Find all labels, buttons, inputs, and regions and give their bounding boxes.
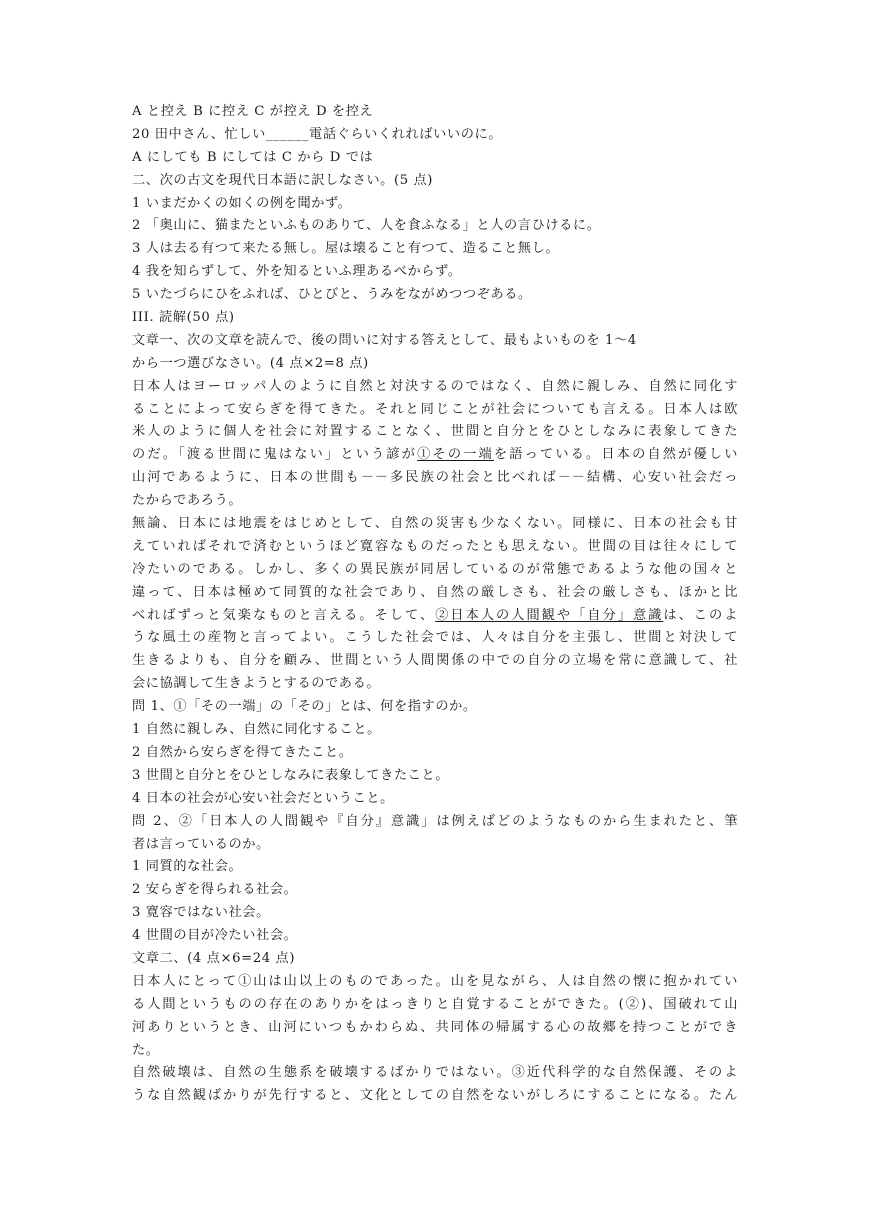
text-line bbox=[132, 444, 738, 467]
text-segment: べればずっと気楽なものと言える。そして、 bbox=[132, 607, 436, 623]
text-line: うな自然観ばかりが先行すると、文化としての自然をないがしろにすることになる。たん bbox=[132, 1088, 738, 1104]
text-line: 1 いまだかくの如くの例を聞かず。 bbox=[132, 195, 352, 211]
text-line bbox=[132, 605, 738, 628]
text-line: 日本人はヨーロッパ人のように自然と対決するのではなく、自然に親しみ、自然に同化す bbox=[132, 378, 738, 394]
text-line: 問 2、②「日本人の人間観や『自分』意識」は例えばどのようなものから生まれたと、筆 bbox=[132, 813, 738, 829]
text-line: 5 いたづらにひをふれば、ひとびと、うみをながめつつぞある。 bbox=[132, 287, 532, 303]
text-line: 生きるよりも、自分を顧み、世間という人間関係の中での自分の立場を常に意識して、社 bbox=[132, 653, 738, 669]
text-line: から一つ選びなさい。(4 点×2=8 点) bbox=[132, 355, 369, 371]
text-line: 自然破壊は、自然の生態系を破壊するばかりではない。③近代科学的な自然保護、そのよ bbox=[132, 1065, 738, 1081]
text-line: 問 1、①「その一端」の「その」とは、何を指すのか。 bbox=[132, 699, 477, 715]
text-line: 4 日本の社会が心安い社会だということ。 bbox=[132, 790, 394, 806]
text-line: 文章二、(4 点×6=24 点) bbox=[132, 950, 296, 966]
text-line: 会に協調して生きようとするのである。 bbox=[132, 676, 381, 692]
text-segment: を語っている。日本の自然が優しい bbox=[493, 447, 738, 463]
text-line: 20 田中さん、忙しい______電話ぐらいくれればいいのに。 bbox=[132, 126, 503, 142]
text-line: えていればそれで済むというほど寛容なものだったとも思えない。世間の目は往々にして bbox=[132, 538, 738, 554]
text-line: た。 bbox=[132, 1042, 160, 1058]
text-line: 4 世間の目が冷たい社会。 bbox=[132, 928, 298, 944]
text-line: III. 読解(50 点) bbox=[132, 310, 235, 326]
underlined-text: ①その一端 bbox=[417, 447, 494, 463]
text-line: 3 人は去る有つて来たる無し。屋は壊ること有つて、造ること無し。 bbox=[132, 241, 560, 257]
text-line: 2 自然から安らぎを得てきたこと。 bbox=[132, 744, 353, 760]
text-line: 無論、日本には地震をはじめとして、自然の災害も少なくない。同様に、日本の社会も甘 bbox=[132, 516, 738, 532]
text-segment: は、このよ bbox=[663, 607, 738, 623]
text-line: 1 自然に親しみ、自然に同化すること。 bbox=[132, 722, 381, 738]
text-line: 違って、日本は極めて同質的な社会であり、自然の厳しさも、社会の厳しさも、ほかと比 bbox=[132, 584, 738, 600]
text-line: たからであろう。 bbox=[132, 493, 243, 509]
text-line: 日本人にとって①山は山以上のものであった。山を見ながら、人は自然の懐に抱かれてい bbox=[132, 973, 738, 989]
text-segment: のだ。「渡る世間に鬼はない」という諺が bbox=[132, 447, 418, 463]
text-line: 3 世間と自分とをひとしなみに表象してきたこと。 bbox=[132, 767, 450, 783]
text-line: A と控え B に控え C が控え D を控え bbox=[132, 104, 374, 119]
text-line: 文章一、次の文章を読んで、後の問いに対する答えとして、最もよいものを 1～4 bbox=[132, 332, 637, 348]
underlined-text: ②日本人の人間観や「自分」意識 bbox=[435, 607, 664, 623]
text-line: 山河であるように、日本の世間も－－多民族の社会と比べれば－－結構、心安い社会だっ bbox=[132, 470, 738, 486]
text-line: 2 安らぎを得られる社会。 bbox=[132, 882, 298, 898]
text-line: うな風土の産物と言ってよい。こうした社会では、人々は自分を主張し、世間と対決して bbox=[132, 630, 738, 646]
text-line: 者は言っているのか。 bbox=[132, 836, 270, 852]
text-line: 二、次の古文を現代日本語に訳しなさい。(5 点) bbox=[132, 172, 434, 188]
text-line: 3 寛容ではない社会。 bbox=[132, 905, 270, 921]
text-line: 1 同質的な社会。 bbox=[132, 859, 243, 875]
text-line: 4 我を知らずして、外を知るといふ理あるべからず。 bbox=[132, 264, 462, 280]
document-page bbox=[132, 101, 738, 1108]
text-line: ることによって安らぎを得てきた。それと同じことが社会についても言える。日本人は欧 bbox=[132, 401, 738, 417]
text-line: 河ありというとき、山河にいつもかわらぬ、共同体の帰属する心の故郷を持つことができ bbox=[132, 1019, 738, 1035]
text-line: 冷たいのである。しかし、多くの異民族が同居しているのが常態であるような他の国々と bbox=[132, 561, 738, 577]
text-line: る人間というものの存在のありかをはっきりと自覚することができた。(②)、国破れて山 bbox=[132, 996, 738, 1012]
text-line: A にしても B にしては C から D では bbox=[132, 149, 374, 165]
text-line: 米人のように個人を社会に対置することなく、世間と自分とをひとしなみに表象してきた bbox=[132, 424, 738, 440]
text-line: 2 「奥山に、猫またといふものありて、人を食ふなる」と人の言ひけるに。 bbox=[132, 218, 601, 234]
